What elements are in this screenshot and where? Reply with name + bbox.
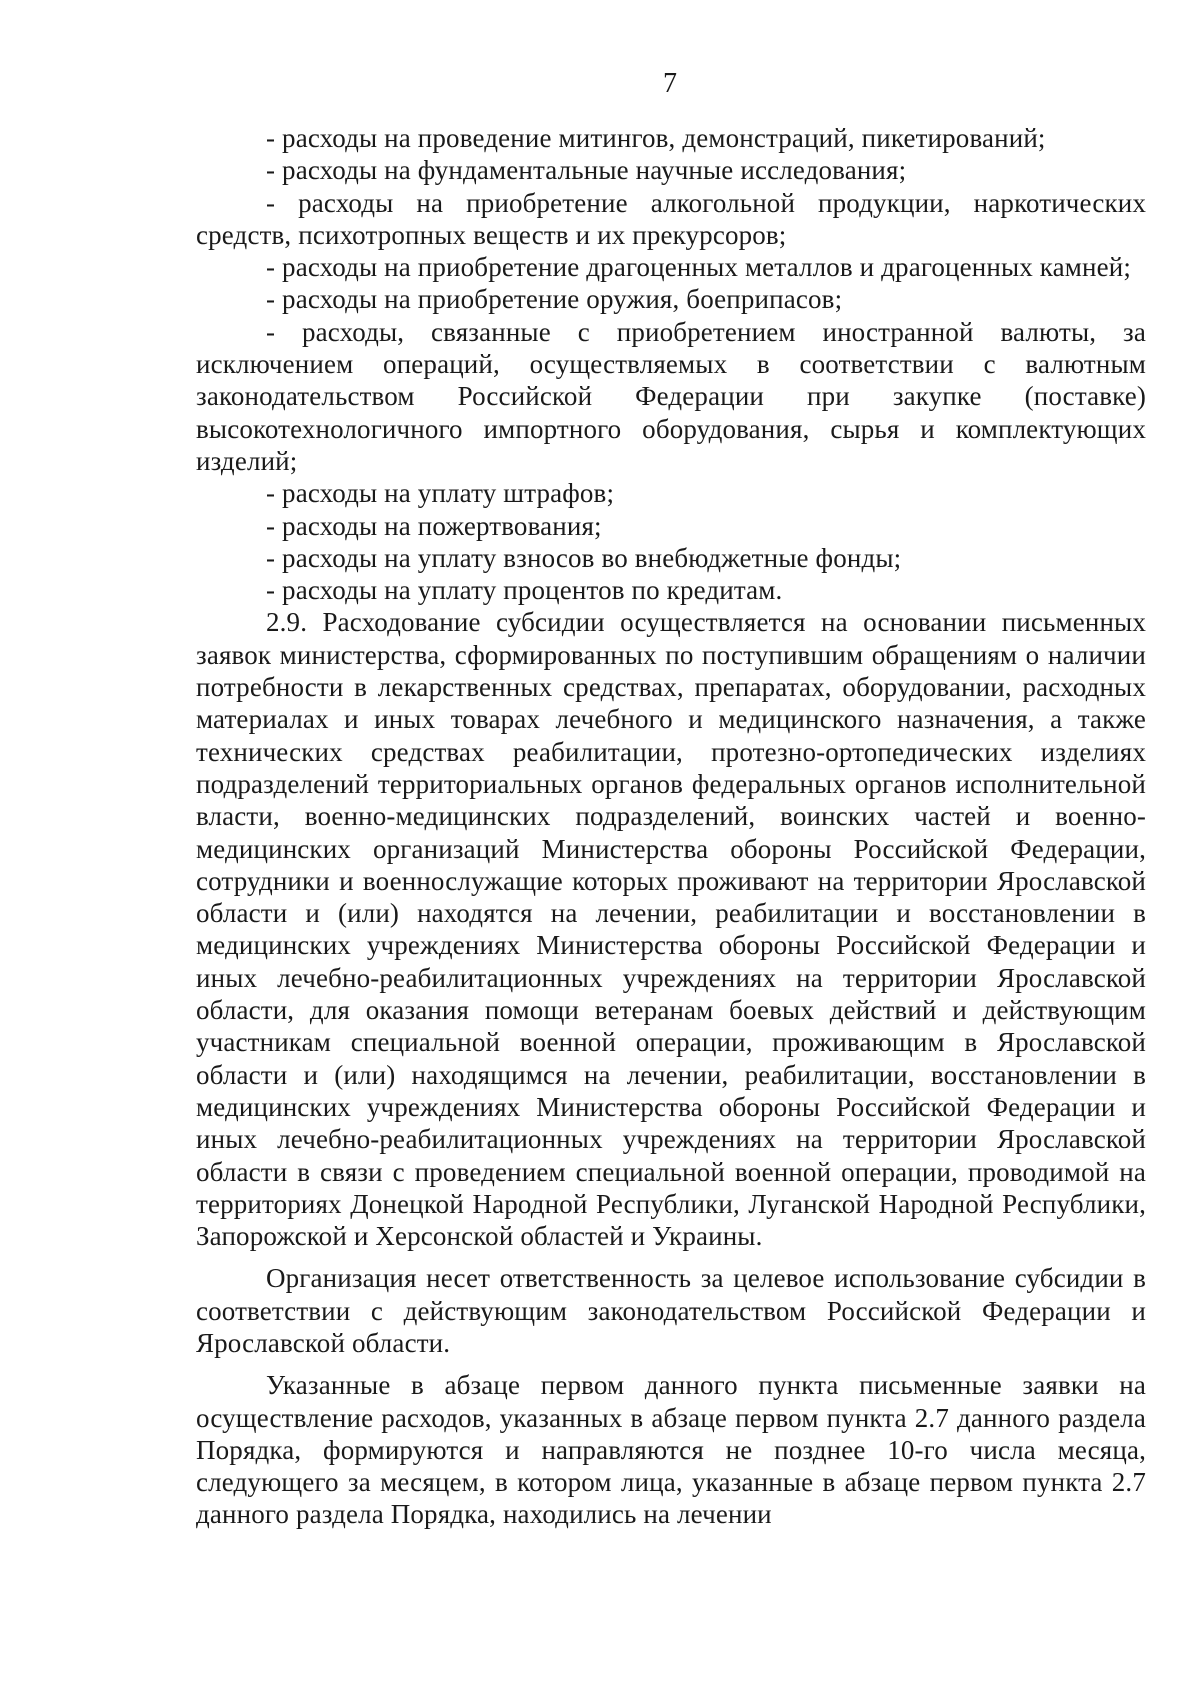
paragraph-applications: Указанные в абзаце первом данного пункта письменные заявки на осуществление расходов, указанных в абзаце первом пункта 2.7 данного раздела Порядка, формируются и направляются не позднее 10-го числа месяца, следующего за месяцем, в котором лица, указанные в абзаце первом пункта 2.7 данного раздела Порядка, находились на лечении bbox=[196, 1370, 1146, 1530]
list-item-donations: - расходы на пожертвования; bbox=[266, 510, 602, 541]
paragraph-2-9: 2.9. Расходование субсидии осуществляется на основании письменных заявок министерства, сформированных по поступившим обращениям о наличии потребности в лекарственных средствах, препаратах, оборудовании, расходных материалах и иных товарах лечебного и медицинского назначения, а также технических средствах реабилитации, протезно-ортопедических изделиях подразделений территориальных органов федеральных органов исполнительной власти, военно-медицинских подразделений, воинских частей и военно-медицинских организаций Министерства обороны Российской Федерации, сотрудники и военнослужащие которых проживают на территории Ярославской области и (или) находятся на лечении, реабилитации и восстановлении в медицинских учреждениях Министерства обороны Российской Федерации и иных лечебно-реабилитационных учреждениях на территории Ярославской области, для оказания помощи ветеранам боевых действий и действующим участникам специальной военной операции, проживающим в Ярославской области и (или) находящимся на лечении, реабилитации, восстановлении в медицинских учреждениях Министерства обороны Российской Федерации и иных лечебно-реабилитационных учреждениях на территории Ярославской области в связи с проведением специальной военной операции, проводимой на территориях Донецкой Народной Республики, Луганской Народной Республики, Запорожской и Херсонской областей и Украины. bbox=[196, 607, 1146, 1252]
list-item-rallies: - расходы на проведение митингов, демонстраций, пикетирований; bbox=[266, 123, 1046, 153]
document-body bbox=[196, 122, 1146, 1531]
list-item-alcohol-drugs: - расходы на приобретение алкогольной продукции, наркотических средств, психотропных веществ и их прекурсоров; bbox=[196, 187, 1146, 250]
list-item-fundamental-research: - расходы на фундаментальные научные исследования; bbox=[266, 155, 907, 186]
list-item-foreign-currency: - расходы, связанные с приобретением иностранной валюты, за исключением операций, осуществляемых в соответствии с валютным законодательством Российской Федерации при закупке (поставке) высокотехнологичного импортного оборудования, сырья и комплектующих изделий; bbox=[196, 316, 1146, 476]
list-item-fines: - расходы на уплату штрафов; bbox=[266, 478, 615, 509]
paragraph-responsibility: Организация несет ответственность за целевое использование субсидии в соответствии с действующим законодательством Российской Федерации и Ярославской области. bbox=[196, 1263, 1146, 1358]
list-item-loan-interest: - расходы на уплату процентов по кредитам. bbox=[266, 575, 783, 606]
list-item-extrabudgetary-funds: - расходы на уплату взносов во внебюджетные фонды; bbox=[266, 542, 902, 573]
list-item-precious-metals: - расходы на приобретение драгоценных металлов и драгоценных камней; bbox=[266, 252, 1132, 283]
list-item-weapons: - расходы на приобретение оружия, боеприпасов; bbox=[266, 284, 843, 315]
page-number: 7 bbox=[663, 68, 677, 99]
